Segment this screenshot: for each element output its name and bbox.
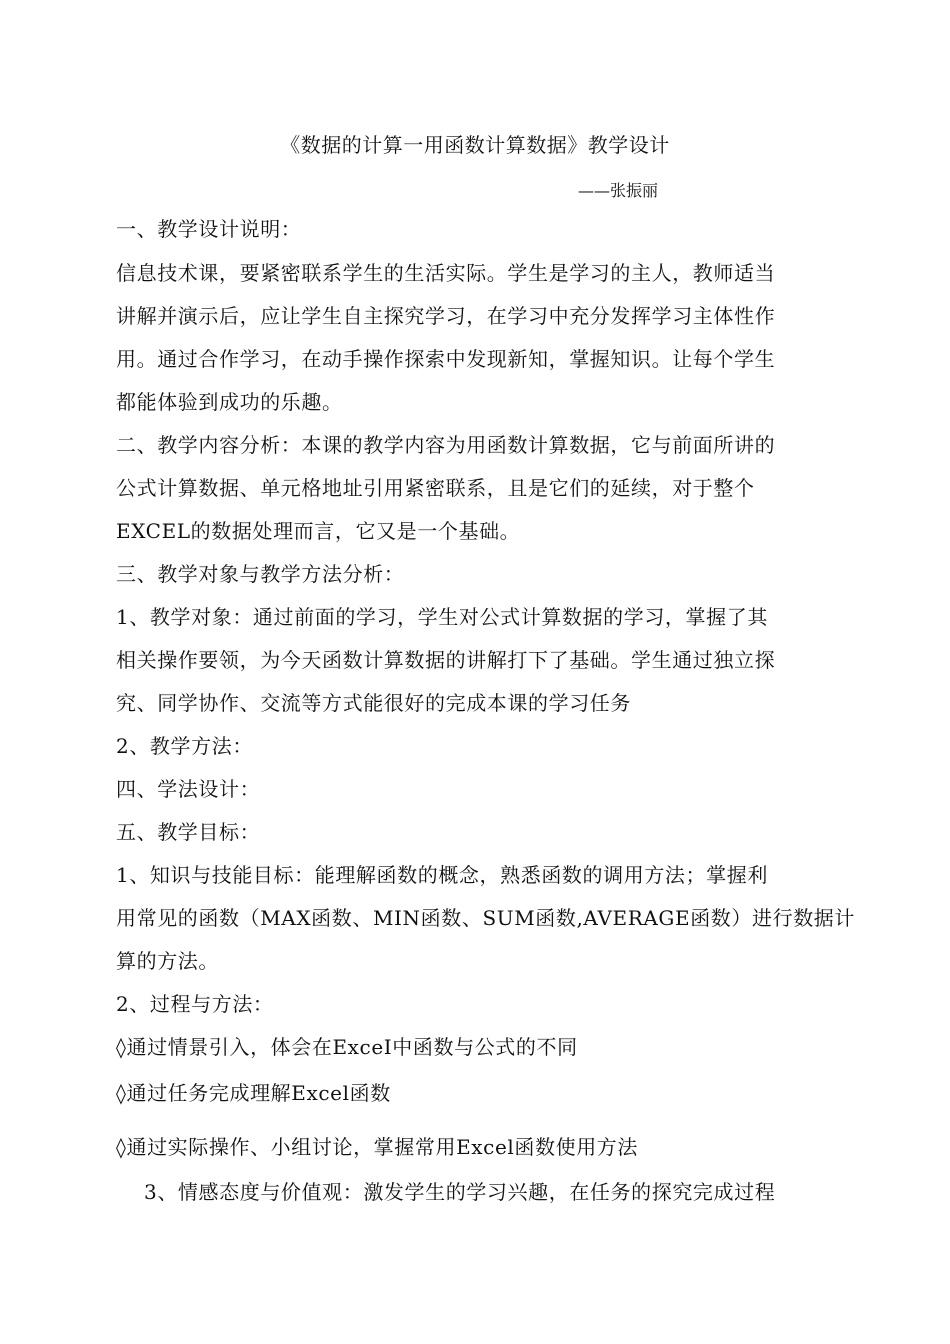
document-title: 《数据的计算一用函数计算数据》教学设计: [280, 133, 670, 157]
paragraph-line: 信息技术课，要紧密联系学生的生活实际。学生是学习的主人，教师适当: [116, 261, 776, 285]
paragraph-line: 讲解并演示后，应让学生自主探究学习，在学习中充分发挥学习主体性作: [116, 304, 776, 328]
section-heading-teaching-goals: 五、教学目标：: [116, 820, 261, 844]
paragraph-line: 1、知识与技能目标：能理解函数的概念，熟悉函数的调用方法；掌握利: [116, 863, 768, 887]
section-heading-design-notes: 一、教学设计说明：: [116, 217, 302, 241]
paragraph-line: 算的方法。: [116, 949, 219, 973]
paragraph-line: 究、同学协作、交流等方式能很好的完成本课的学习任务: [116, 691, 631, 715]
paragraph-line: 相关操作要领，为今天函数计算数据的讲解打下了基础。学生通过独立探: [116, 648, 776, 672]
paragraph-line: EXCEL的数据处理而言，它又是一个基础。: [116, 519, 521, 543]
section-heading-content-analysis: 二、教学内容分析：本课的教学内容为用函数计算数据，它与前面所讲的: [116, 433, 776, 457]
bullet-item: ◊通过任务完成理解Excel函数: [116, 1081, 391, 1105]
subheading-process-method: 2、过程与方法：: [116, 992, 274, 1016]
section-heading-audience-method: 三、教学对象与教学方法分析：: [116, 562, 405, 586]
paragraph-line: 公式计算数据、单元格地址引用紧密联系，且是它们的延续，对于整个: [116, 476, 755, 500]
section-heading-learning-design: 四、学法设计：: [116, 777, 261, 801]
paragraph-line: 1、教学对象：通过前面的学习，学生对公式计算数据的学习，掌握了其: [116, 605, 768, 629]
bullet-item: ◊通过实际操作、小组讨论，掌握常用Excel函数使用方法: [116, 1135, 638, 1159]
bullet-item: ◊通过情景引入，体会在ExceI中函数与公式的不同: [116, 1035, 578, 1059]
paragraph-line: 都能体验到成功的乐趣。: [116, 390, 343, 414]
paragraph-line: 3、情感态度与价值观：激发学生的学习兴趣，在任务的探究完成过程: [144, 1180, 776, 1204]
paragraph-line: 用。通过合作学习，在动手操作探索中发现新知，掌握知识。让每个学生: [116, 347, 776, 371]
document-author: ——张振丽: [578, 181, 659, 200]
subheading-teaching-method: 2、教学方法：: [116, 734, 253, 758]
paragraph-line: 用常见的函数（MAX函数、MIN函数、SUM函数,AVERAGE函数）进行数据计: [116, 906, 855, 930]
